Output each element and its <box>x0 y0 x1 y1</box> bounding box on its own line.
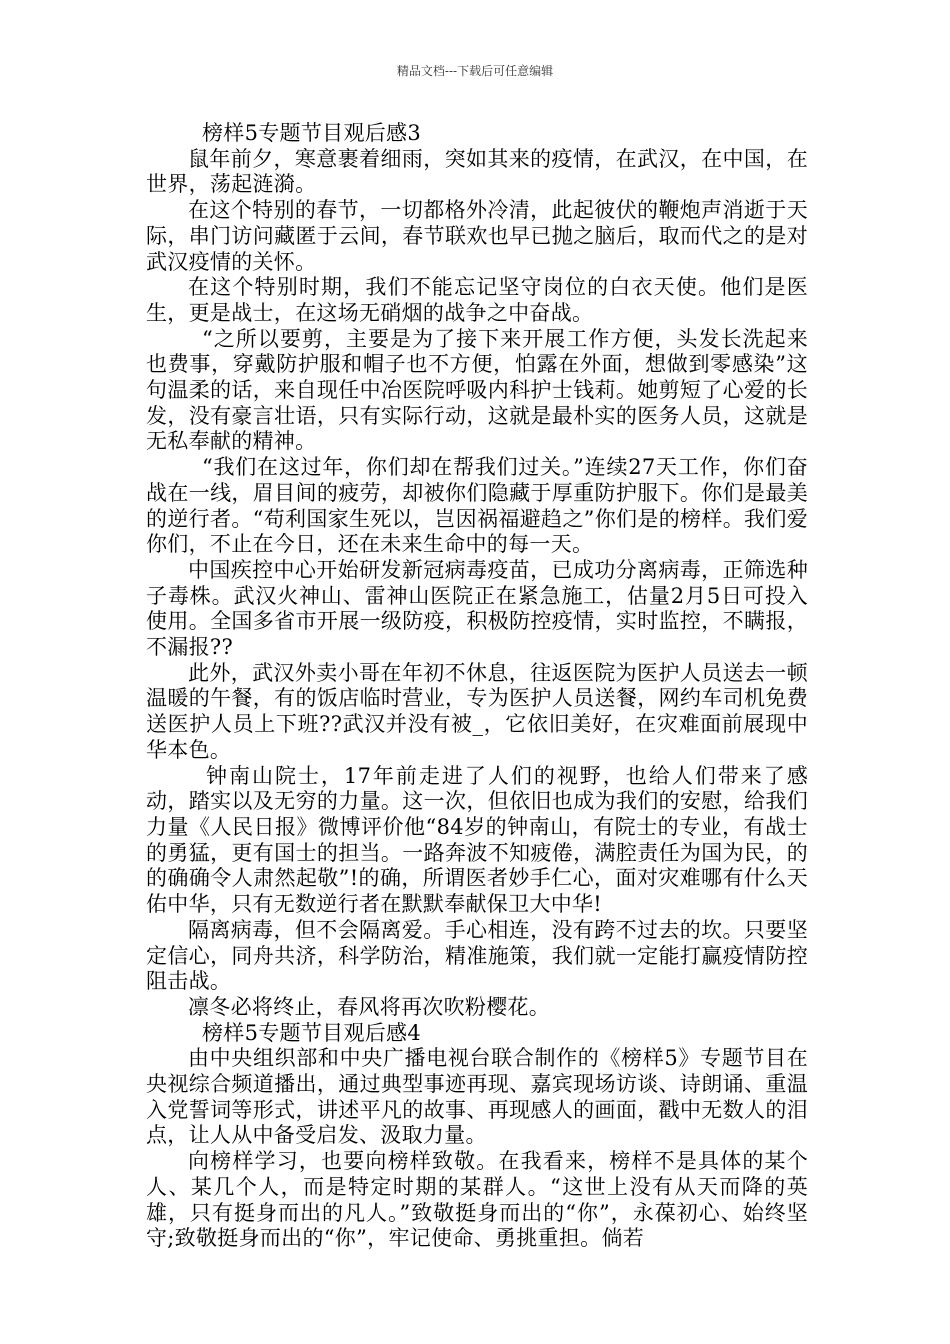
paragraph: “我们在这过年，你们却在帮我们过关。”连续27天工作，你们奋战在一线，眉目间的疲劳，却被你们隐藏于厚重防护服下。你们是最美的逆行者。“苟利国家生死以，岂因祸福避趋之”你们是的榜样。我们爱你们，不止在今日，还在未来生命中的每一天。 <box>146 455 808 557</box>
paragraph: 中国疾控中心开始研发新冠病毒疫苗，已成功分离病毒，正筛选种子毒株。武汉火神山、雷神山医院正在紧急施工，估量2月5日可投入使用。全国多省市开展一级防疫，积极防控疫情，实时监控，不瞒报，不漏报?? <box>146 557 808 660</box>
paragraph: 凛冬必将终止，春风将再次吹粉樱花。 <box>188 994 551 1019</box>
paragraph: “之所以要剪，主要是为了接下来开展工作方便，头发长洗起来也费事，穿戴防护服和帽子也不方便，怕露在外面，想做到零感染”这句温柔的话，来自现任中冶医院呼吸内科护士钱莉。她剪短了心爱的长发，没有豪言壮语，只有实际行动，这就是最朴实的医务人员，这就是无私奉献的精神。 <box>146 326 808 454</box>
paragraph: 隔离病毒，但不会隔离爱。手心相连，没有跨不过去的坎。只要坚定信心，同舟共济，科学防治，精准施策，我们就一定能打赢疫情防控阻击战。 <box>146 917 808 994</box>
page-header: 精品文档---下载后可任意编辑 <box>396 64 554 78</box>
section-title-4: 榜样5专题节目观后感4 <box>202 1020 422 1045</box>
paragraph: 向榜样学习，也要向榜样致敬。在我看来，榜样不是具体的某个人、某几个人，而是特定时期的某群人。“这世上没有从天而降的英雄，只有挺身而出的凡人。”致敬挺身而出的“你”，永葆初心、始终坚守;致敬挺身而出的“你”，牢记使命、勇挑重担。倘若 <box>146 1149 808 1251</box>
paragraph: 在这个特别时期，我们不能忘记坚守岗位的白衣天使。他们是医生，更是战士，在这场无硝烟的战争之中奋战。 <box>146 275 808 325</box>
paragraph: 在这个特别的春节，一切都格外冷清，此起彼伏的鞭炮声消逝于天际，串门访问藏匿于云间，春节联欢也早已抛之脑后，取而代之的是对武汉疫情的关怀。 <box>146 198 808 274</box>
document-body <box>146 121 808 1252</box>
paragraph: 此外，武汉外卖小哥在年初不休息，往返医院为医护人员送去一顿温暖的午餐，有的饭店临时营业，专为医护人员送餐，网约车司机免费送医护人员上下班??武汉并没有被_，它依旧美好，在灾难面前展现中华本色。 <box>146 660 808 762</box>
paragraph: 鼠年前夕，寒意裹着细雨，突如其来的疫情，在武汉，在中国，在世界，荡起涟漪。 <box>146 146 808 197</box>
paragraph: 由中央组织部和中央广播电视台联合制作的《榜样5》专题节目在央视综合频道播出，通过典型事迹再现、嘉宾现场访谈、诗朗诵、重温入党誓词等形式，讲述平凡的故事、再现感人的画面，戳中无数人的泪点，让人从中备受启发、汲取力量。 <box>146 1046 808 1148</box>
section-title-3: 榜样5专题节目观后感3 <box>202 121 422 145</box>
paragraph: 钟南山院士，17年前走进了人们的视野，也给人们带来了感动，踏实以及无穷的力量。这一次，但依旧也成为我们的安慰，给我们力量《人民日报》微博评价他“84岁的钟南山，有院士的专业，有战士的勇猛，更有国士的担当。一路奔波不知疲倦，满腔责任为国为民，的的确确令人肃然起敬”!的确，所谓医者妙手仁心，面对灾难哪有什么天佑中华，只有无数逆行者在默默奉献保卫大中华! <box>146 763 808 917</box>
